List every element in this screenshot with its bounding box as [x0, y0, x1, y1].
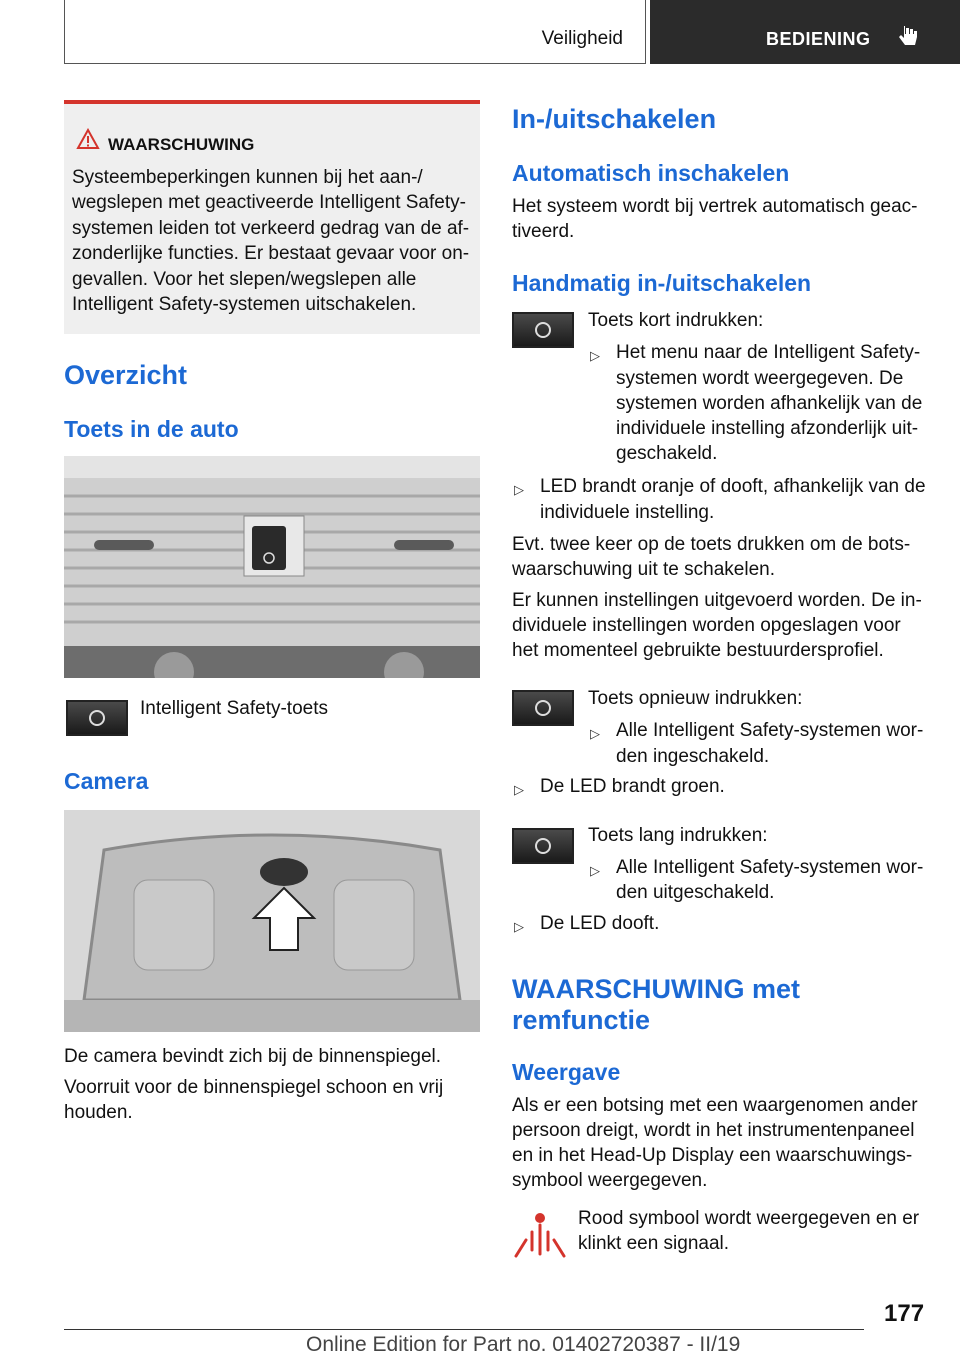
heading-toets-in-de-auto: Toets in de auto — [64, 416, 239, 442]
paragraph-text: en in het Head-Up Display een waarschuwings- — [512, 1145, 913, 1166]
symbol-text: Rood symbool wordt weergegeven en er — [578, 1208, 920, 1229]
list-triangle-icon: ▷ — [590, 348, 600, 363]
list-triangle-icon: ▷ — [514, 919, 524, 934]
symbol-text: klinkt een signaal. — [578, 1233, 730, 1254]
camera-text: Voorruit voor de binnenspiegel schoon en vrij — [64, 1077, 444, 1098]
safety-button-icon — [512, 828, 574, 864]
auto-text: Het systeem wordt bij vertrek automatisch geac- — [512, 196, 918, 217]
warning-line: zonderlijke functies. Er bestaat gevaar voor on- — [72, 243, 470, 264]
heading-waarschuwing-met: WAARSCHUWING met — [512, 974, 800, 1004]
warning-line: Intelligent Safety-systemen uitschakelen. — [72, 294, 417, 315]
button-caption: Intelligent Safety-toets — [140, 698, 328, 719]
paragraph-text: waarschuwing uit te schakelen. — [512, 559, 775, 580]
list-item-text: den uitgeschakeld. — [616, 882, 775, 903]
camera-text: houden. — [64, 1102, 133, 1123]
safety-button-icon — [512, 690, 574, 726]
footer-edition: Online Edition for Part no. 01402720387 - II/19 — [306, 1333, 741, 1356]
camera-photo — [64, 810, 480, 1032]
footer-rule — [64, 1329, 864, 1330]
paragraph-text: Evt. twee keer op de toets drukken om de bots- — [512, 534, 911, 555]
warning-title: WAARSCHUWING — [108, 135, 255, 154]
warning-line: Systeembeperkingen kunnen bij het aan-/ — [72, 167, 423, 188]
list-triangle-icon: ▷ — [590, 863, 600, 878]
list-item-text: individuele instelling. — [540, 502, 715, 523]
list-item-text: Het menu naar de Intelligent Safety- — [616, 342, 921, 363]
heading-remfunctie: remfunctie — [512, 1005, 651, 1035]
instruction-text: Toets lang indrukken: — [588, 825, 768, 846]
heading-overzicht: Overzicht — [64, 360, 188, 390]
list-item-text: Alle Intelligent Safety-systemen wor- — [616, 857, 924, 878]
list-triangle-icon: ▷ — [514, 782, 524, 797]
list-item-text: De LED brandt groen. — [540, 776, 725, 797]
warning-line: wegslepen met geactiveerde Intelligent Safety- — [72, 192, 466, 213]
heading-handmatig: Handmatig in-/uitschakelen — [512, 270, 812, 296]
header-section-box — [64, 0, 646, 64]
list-item-text: Alle Intelligent Safety-systemen wor- — [616, 720, 924, 741]
paragraph-text: symbool weergegeven. — [512, 1170, 708, 1191]
list-item-text: individuele instelling afzonderlijk uit- — [616, 418, 919, 439]
instruction-text: Toets opnieuw indrukken: — [588, 688, 803, 709]
list-item-text: systemen wordt weergegeven. De — [616, 368, 904, 389]
list-item-text: den ingeschakeld. — [616, 746, 770, 767]
instruction-text: Toets kort indrukken: — [588, 310, 764, 331]
person-warning-icon — [512, 1210, 568, 1260]
list-item-text: De LED dooft. — [540, 913, 660, 934]
page-number: 177 — [884, 1300, 925, 1327]
paragraph-text: Er kunnen instellingen uitgevoerd worden. De in- — [512, 590, 922, 611]
warning-line: gevallen. Voor het slepen/wegslepen alle — [72, 269, 417, 290]
warning-line: systemen leiden tot verkeerd gedrag van de af- — [72, 218, 470, 239]
warning-triangle-icon — [76, 128, 100, 150]
safety-button-icon — [66, 700, 128, 736]
heading-weergave: Weergave — [512, 1059, 621, 1085]
list-item-text: LED brandt oranje of dooft, afhankelijk van de — [540, 476, 926, 497]
header-chapter-box — [650, 0, 960, 64]
header-chapter-title: BEDIENING — [766, 29, 871, 49]
heading-in-uitschakelen: In-/uitschakelen — [512, 104, 717, 134]
list-item-text: systemen worden afhankelijk van de — [616, 393, 923, 414]
paragraph-text: dividuele instellingen worden opgeslagen voor — [512, 615, 901, 636]
pointing-hand-icon — [896, 24, 920, 50]
list-triangle-icon: ▷ — [590, 726, 600, 741]
heading-automatisch: Automatisch inschakelen — [512, 160, 790, 186]
safety-button-icon — [512, 312, 574, 348]
heading-camera: Camera — [64, 768, 149, 794]
header-section-title: Veiligheid — [541, 28, 623, 49]
auto-text: tiveerd. — [512, 221, 575, 242]
paragraph-text: het momenteel gebruikte bestuurdersprofiel. — [512, 640, 884, 661]
list-item-text: geschakeld. — [616, 443, 718, 464]
console-photo — [64, 456, 480, 678]
camera-text: De camera bevindt zich bij de binnenspiegel. — [64, 1046, 442, 1067]
list-triangle-icon: ▷ — [514, 482, 524, 497]
paragraph-text: Als er een botsing met een waargenomen ander — [512, 1095, 918, 1116]
paragraph-text: persoon dreigt, wordt in het instrumentenpaneel — [512, 1120, 915, 1141]
